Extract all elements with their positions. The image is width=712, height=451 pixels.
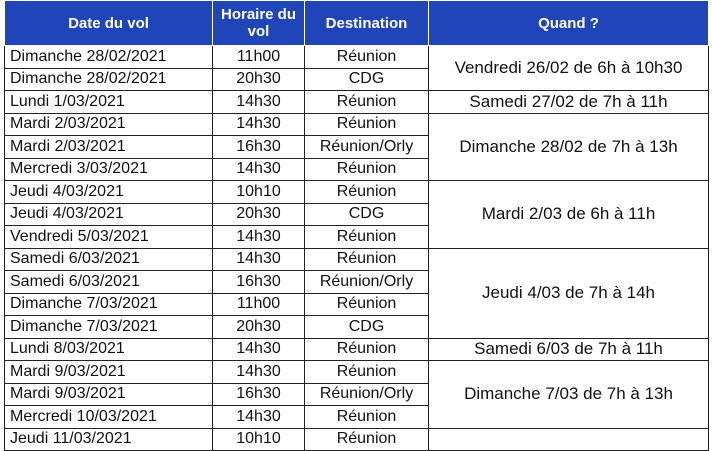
destination-cell: Réunion [305,113,429,136]
flight-date-cell: Mercredi 3/03/2021 [5,158,213,181]
when-cell: Dimanche 28/02 de 7h à 13h [429,113,709,181]
header-destination: Destination [305,1,429,46]
flight-time-cell: 14h30 [213,91,305,114]
destination-cell: CDG [305,203,429,226]
flight-time-cell: 14h30 [213,158,305,181]
header-row [5,1,709,46]
flight-date-cell: Samedi 6/03/2021 [5,248,213,271]
destination-cell: Réunion [305,293,429,316]
when-cell [429,428,709,451]
header-date: Date du vol [5,1,213,46]
flight-date-cell: Samedi 6/03/2021 [5,271,213,294]
destination-cell: Réunion [305,158,429,181]
table-row [5,113,709,136]
flight-date-cell: Mardi 2/03/2021 [5,113,213,136]
destination-cell: Réunion/Orly [305,271,429,294]
flight-date-cell: Mardi 9/03/2021 [5,361,213,384]
table-body [5,46,709,451]
destination-cell: Réunion [305,428,429,451]
flight-time-cell: 14h30 [213,226,305,249]
flight-time-cell: 16h30 [213,271,305,294]
flight-date-cell: Jeudi 4/03/2021 [5,203,213,226]
flight-schedule-table [4,0,709,451]
flight-time-cell: 14h30 [213,406,305,429]
flight-date-cell: Dimanche 28/02/2021 [5,46,213,69]
table-row [5,361,709,384]
flight-date-cell: Mardi 2/03/2021 [5,136,213,159]
flight-time-cell: 16h30 [213,136,305,159]
flight-date-cell: Dimanche 7/03/2021 [5,316,213,339]
flight-time-cell: 16h30 [213,383,305,406]
flight-date-cell: Dimanche 7/03/2021 [5,293,213,316]
destination-cell: Réunion [305,181,429,204]
header-time: Horaire du vol [213,1,305,46]
table-row [5,181,709,204]
flight-time-cell: 20h30 [213,203,305,226]
flight-date-cell: Lundi 1/03/2021 [5,91,213,114]
destination-cell: CDG [305,68,429,91]
flight-date-cell: Jeudi 11/03/2021 [5,428,213,451]
flight-time-cell: 20h30 [213,68,305,91]
flight-time-cell: 14h30 [213,338,305,361]
flight-time-cell: 14h30 [213,113,305,136]
destination-cell: Réunion/Orly [305,136,429,159]
flight-date-cell: Lundi 8/03/2021 [5,338,213,361]
header-when: Quand ? [429,1,709,46]
when-cell: Vendredi 26/02 de 6h à 10h30 [429,46,709,91]
flight-time-cell: 14h30 [213,361,305,384]
flight-time-cell: 14h30 [213,248,305,271]
destination-cell: Réunion [305,361,429,384]
when-cell: Dimanche 7/03 de 7h à 13h [429,361,709,429]
flight-date-cell: Jeudi 4/03/2021 [5,181,213,204]
when-cell: Jeudi 4/03 de 7h à 14h [429,248,709,338]
destination-cell: CDG [305,316,429,339]
table-row [5,46,709,69]
destination-cell: Réunion [305,338,429,361]
flight-date-cell: Vendredi 5/03/2021 [5,226,213,249]
flight-date-cell: Mercredi 10/03/2021 [5,406,213,429]
destination-cell: Réunion [305,248,429,271]
table-row [5,91,709,114]
when-cell: Samedi 27/02 de 7h à 11h [429,91,709,114]
flight-date-cell: Mardi 9/03/2021 [5,383,213,406]
destination-cell: Réunion [305,91,429,114]
flight-time-cell: 10h10 [213,181,305,204]
flight-time-cell: 11h00 [213,293,305,316]
table-row [5,338,709,361]
flight-time-cell: 20h30 [213,316,305,339]
table-row [5,428,709,451]
destination-cell: Réunion [305,406,429,429]
flight-time-cell: 10h10 [213,428,305,451]
destination-cell: Réunion [305,226,429,249]
table-row [5,248,709,271]
flight-date-cell: Dimanche 28/02/2021 [5,68,213,91]
when-cell: Samedi 6/03 de 7h à 11h [429,338,709,361]
destination-cell: Réunion [305,46,429,69]
flight-time-cell: 11h00 [213,46,305,69]
destination-cell: Réunion/Orly [305,383,429,406]
when-cell: Mardi 2/03 de 6h à 11h [429,181,709,249]
